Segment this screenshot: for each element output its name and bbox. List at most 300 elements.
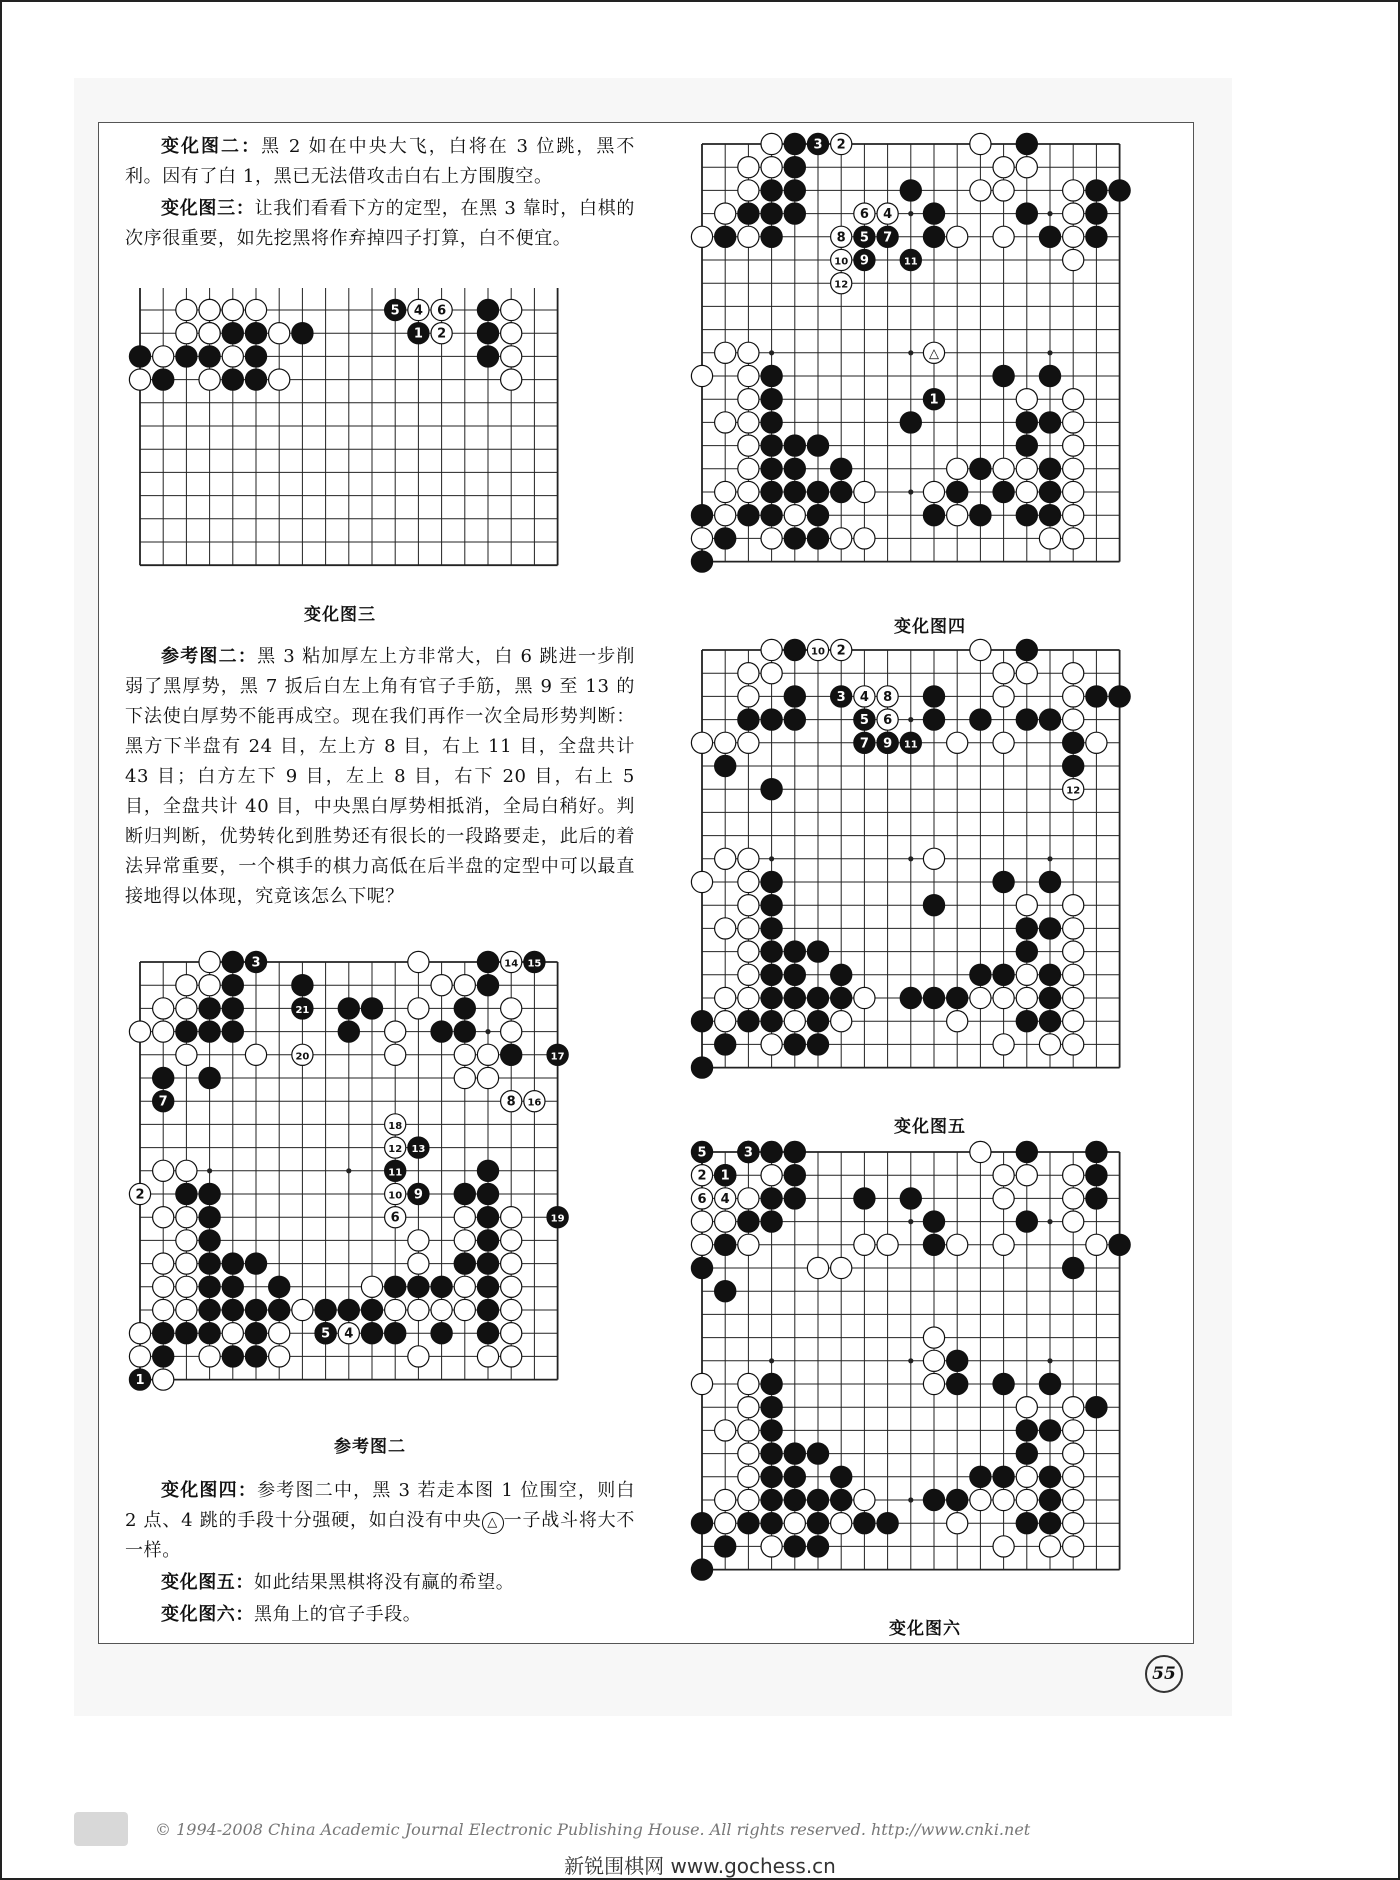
move-number: 2 bbox=[135, 1187, 145, 1203]
white-stone bbox=[1063, 987, 1084, 1008]
black-stone bbox=[454, 998, 475, 1019]
black-stone bbox=[784, 1536, 805, 1557]
black-stone bbox=[784, 435, 805, 456]
white-stone bbox=[385, 1021, 406, 1042]
black-stone bbox=[761, 180, 782, 201]
move-number: 10 bbox=[388, 1190, 403, 1202]
white-stone bbox=[715, 1011, 736, 1032]
black-stone bbox=[385, 1276, 406, 1297]
white-stone bbox=[715, 1211, 736, 1232]
white-stone bbox=[831, 528, 852, 549]
black-stone bbox=[947, 481, 968, 502]
white-stone bbox=[408, 1346, 429, 1367]
black-stone bbox=[738, 1211, 759, 1232]
black-stone bbox=[738, 203, 759, 224]
black-stone bbox=[1039, 481, 1060, 502]
white-stone bbox=[501, 1276, 522, 1297]
black-stone bbox=[738, 505, 759, 526]
white-stone bbox=[1063, 180, 1084, 201]
black-stone bbox=[361, 998, 382, 1019]
black-stone bbox=[807, 528, 828, 549]
black-stone bbox=[477, 1207, 498, 1228]
black-stone bbox=[761, 987, 782, 1008]
black-stone bbox=[222, 1021, 243, 1042]
paragraph-variation-3 bbox=[125, 194, 635, 254]
star-point bbox=[908, 717, 913, 722]
black-stone bbox=[831, 964, 852, 985]
black-stone bbox=[947, 1350, 968, 1371]
black-stone bbox=[1039, 1489, 1060, 1510]
black-stone bbox=[1086, 226, 1107, 247]
white-stone bbox=[1016, 458, 1037, 479]
black-stone bbox=[1016, 412, 1037, 433]
black-stone bbox=[1016, 941, 1037, 962]
white-stone bbox=[807, 1257, 828, 1278]
black-stone bbox=[761, 1211, 782, 1232]
white-stone bbox=[1063, 458, 1084, 479]
black-stone bbox=[315, 1299, 336, 1320]
black-stone bbox=[1016, 1513, 1037, 1534]
white-stone bbox=[153, 1021, 174, 1042]
black-stone bbox=[923, 1489, 944, 1510]
white-stone bbox=[970, 987, 991, 1008]
black-stone bbox=[923, 1211, 944, 1232]
move-number: 4 bbox=[883, 207, 893, 223]
black-stone bbox=[761, 709, 782, 730]
move-number: 11 bbox=[903, 256, 918, 268]
white-stone bbox=[854, 1234, 875, 1255]
black-stone bbox=[1016, 1141, 1037, 1162]
white-stone bbox=[738, 412, 759, 433]
black-stone bbox=[691, 505, 712, 526]
black-stone bbox=[761, 389, 782, 410]
white-stone bbox=[501, 1346, 522, 1367]
black-stone bbox=[691, 1057, 712, 1078]
star-point bbox=[908, 350, 913, 355]
white-stone bbox=[1086, 732, 1107, 753]
black-stone bbox=[1086, 180, 1107, 201]
white-stone bbox=[947, 1513, 968, 1534]
black-stone bbox=[477, 1323, 498, 1344]
white-stone bbox=[947, 1011, 968, 1032]
tail-variation-4: 一子战斗将大不一样。 bbox=[125, 1510, 636, 1561]
black-stone bbox=[1039, 1513, 1060, 1534]
black-stone bbox=[784, 1034, 805, 1055]
black-stone bbox=[970, 964, 991, 985]
star-point bbox=[346, 1168, 351, 1173]
black-stone bbox=[784, 528, 805, 549]
move-number: 1 bbox=[720, 1168, 730, 1184]
move-number: 3 bbox=[743, 1145, 753, 1161]
black-stone bbox=[831, 987, 852, 1008]
white-stone bbox=[691, 871, 712, 892]
paragraph-variation-6 bbox=[125, 1600, 635, 1630]
black-stone bbox=[477, 1230, 498, 1251]
white-stone bbox=[854, 481, 875, 502]
black-stone bbox=[807, 1011, 828, 1032]
star-point bbox=[1047, 1219, 1052, 1224]
paragraph-variation-2 bbox=[125, 132, 635, 192]
white-stone bbox=[431, 1299, 452, 1320]
page-number: 55 bbox=[1145, 1655, 1183, 1693]
black-stone bbox=[361, 1299, 382, 1320]
black-stone bbox=[715, 1536, 736, 1557]
white-stone bbox=[761, 1034, 782, 1055]
white-stone bbox=[1063, 686, 1084, 707]
move-number: 1 bbox=[135, 1373, 145, 1389]
white-stone bbox=[477, 1346, 498, 1367]
black-stone bbox=[807, 435, 828, 456]
white-stone bbox=[761, 157, 782, 178]
black-stone bbox=[761, 1489, 782, 1510]
white-stone bbox=[1063, 1188, 1084, 1209]
white-stone bbox=[761, 528, 782, 549]
star-point bbox=[908, 1219, 913, 1224]
white-stone bbox=[176, 1160, 197, 1181]
go-board-reference-2 bbox=[128, 950, 570, 1392]
star-point bbox=[1047, 1358, 1052, 1363]
black-stone bbox=[761, 505, 782, 526]
white-stone bbox=[970, 1489, 991, 1510]
white-stone bbox=[738, 1443, 759, 1464]
move-number: 8 bbox=[883, 689, 893, 705]
black-stone bbox=[947, 1373, 968, 1394]
black-stone bbox=[784, 1188, 805, 1209]
black-stone bbox=[1016, 639, 1037, 660]
white-stone bbox=[1063, 435, 1084, 456]
black-stone bbox=[947, 987, 968, 1008]
white-stone bbox=[501, 1021, 522, 1042]
white-stone bbox=[385, 1299, 406, 1320]
black-stone bbox=[1039, 1420, 1060, 1441]
white-stone bbox=[222, 346, 243, 367]
white-stone bbox=[1063, 895, 1084, 916]
black-stone bbox=[1039, 226, 1060, 247]
white-stone bbox=[993, 1034, 1014, 1055]
black-stone bbox=[477, 323, 498, 344]
white-stone bbox=[715, 1513, 736, 1534]
star-point bbox=[769, 856, 774, 861]
black-stone bbox=[1016, 1420, 1037, 1441]
move-number: 12 bbox=[388, 1144, 403, 1156]
black-stone bbox=[691, 1513, 712, 1534]
white-stone bbox=[129, 1346, 150, 1367]
label-reference-2: 参考图二： bbox=[161, 646, 258, 667]
black-stone bbox=[877, 1513, 898, 1534]
black-stone bbox=[807, 941, 828, 962]
black-stone bbox=[1039, 412, 1060, 433]
white-stone bbox=[1063, 1011, 1084, 1032]
white-stone bbox=[923, 1327, 944, 1348]
white-stone bbox=[738, 1420, 759, 1441]
white-stone bbox=[761, 663, 782, 684]
star-point bbox=[769, 1358, 774, 1363]
white-stone bbox=[738, 1373, 759, 1394]
star-point bbox=[908, 1358, 913, 1363]
label-variation-6: 变化图六： bbox=[161, 1604, 254, 1625]
move-number: 4 bbox=[720, 1191, 730, 1207]
black-stone bbox=[1016, 133, 1037, 154]
star-point bbox=[769, 350, 774, 355]
go-board-variation-5 bbox=[690, 638, 1132, 1080]
black-stone bbox=[784, 1141, 805, 1162]
black-stone bbox=[784, 639, 805, 660]
black-stone bbox=[477, 1183, 498, 1204]
move-number: 5 bbox=[859, 713, 869, 729]
white-stone bbox=[1063, 709, 1084, 730]
move-number: 8 bbox=[836, 230, 846, 246]
black-stone bbox=[784, 1165, 805, 1186]
black-stone bbox=[715, 528, 736, 549]
black-stone bbox=[454, 1021, 475, 1042]
black-stone bbox=[807, 505, 828, 526]
white-stone bbox=[1039, 528, 1060, 549]
white-stone bbox=[431, 975, 452, 996]
white-stone bbox=[970, 639, 991, 660]
white-stone bbox=[738, 1466, 759, 1487]
white-stone bbox=[947, 505, 968, 526]
black-stone bbox=[454, 1253, 475, 1274]
white-stone bbox=[129, 1323, 150, 1344]
white-stone bbox=[153, 998, 174, 1019]
white-stone bbox=[454, 1067, 475, 1088]
white-stone bbox=[501, 998, 522, 1019]
white-stone bbox=[738, 918, 759, 939]
label-variation-4: 变化图四： bbox=[161, 1480, 258, 1501]
white-stone bbox=[176, 299, 197, 320]
black-stone bbox=[761, 412, 782, 433]
white-stone bbox=[1039, 1034, 1060, 1055]
black-stone bbox=[176, 1021, 197, 1042]
black-stone bbox=[761, 1420, 782, 1441]
white-stone bbox=[1063, 1466, 1084, 1487]
black-stone bbox=[1039, 987, 1060, 1008]
white-stone bbox=[501, 369, 522, 390]
white-stone bbox=[454, 1230, 475, 1251]
white-stone bbox=[993, 663, 1014, 684]
black-stone bbox=[970, 709, 991, 730]
move-number: 14 bbox=[504, 958, 519, 970]
black-stone bbox=[761, 1513, 782, 1534]
white-stone bbox=[1016, 157, 1037, 178]
star-point bbox=[485, 1029, 490, 1034]
white-stone bbox=[970, 1141, 991, 1162]
black-stone bbox=[1016, 1211, 1037, 1232]
white-stone bbox=[691, 226, 712, 247]
white-stone bbox=[738, 1234, 759, 1255]
white-stone bbox=[738, 663, 759, 684]
star-point bbox=[1047, 856, 1052, 861]
white-stone bbox=[738, 435, 759, 456]
black-stone bbox=[761, 1141, 782, 1162]
move-number: 9 bbox=[413, 1187, 423, 1203]
body-variation-6: 黑角上的官子手段。 bbox=[254, 1604, 422, 1625]
black-stone bbox=[1016, 435, 1037, 456]
move-number: 21 bbox=[295, 1004, 310, 1016]
white-stone bbox=[176, 1207, 197, 1228]
move-number: 11 bbox=[388, 1167, 403, 1179]
move-number: 15 bbox=[527, 958, 542, 970]
body-variation-2: 黑 2 如在中央大飞，白将在 3 位跳，黑不利。因有了白 1，黑已无法借攻击白右上方围腹空。 bbox=[125, 136, 635, 187]
white-stone bbox=[176, 1299, 197, 1320]
white-stone bbox=[993, 1234, 1014, 1255]
white-stone bbox=[993, 226, 1014, 247]
black-stone bbox=[691, 551, 712, 572]
white-stone bbox=[738, 987, 759, 1008]
black-stone bbox=[1109, 180, 1130, 201]
move-number: 9 bbox=[883, 736, 893, 752]
move-number: △ bbox=[929, 346, 939, 362]
black-stone bbox=[993, 964, 1014, 985]
black-stone bbox=[761, 203, 782, 224]
white-stone bbox=[715, 1420, 736, 1441]
black-stone bbox=[199, 1323, 220, 1344]
black-stone bbox=[900, 987, 921, 1008]
black-stone bbox=[222, 1276, 243, 1297]
black-stone bbox=[176, 1323, 197, 1344]
board-svg bbox=[128, 950, 570, 1392]
white-stone bbox=[761, 1536, 782, 1557]
white-stone bbox=[1016, 1489, 1037, 1510]
white-stone bbox=[993, 180, 1014, 201]
white-stone bbox=[176, 1276, 197, 1297]
white-stone bbox=[993, 1489, 1014, 1510]
black-stone bbox=[1016, 505, 1037, 526]
white-stone bbox=[454, 1299, 475, 1320]
white-stone bbox=[269, 1323, 290, 1344]
label-variation-2: 变化图二： bbox=[161, 136, 262, 157]
white-stone bbox=[176, 1044, 197, 1065]
black-stone bbox=[923, 709, 944, 730]
white-stone bbox=[454, 1276, 475, 1297]
black-stone bbox=[993, 1466, 1014, 1487]
black-stone bbox=[831, 1489, 852, 1510]
move-number: 2 bbox=[836, 137, 846, 153]
black-stone bbox=[454, 1183, 475, 1204]
white-stone bbox=[738, 481, 759, 502]
white-stone bbox=[784, 505, 805, 526]
move-number: 2 bbox=[697, 1168, 707, 1184]
move-number: 19 bbox=[550, 1213, 565, 1225]
black-stone bbox=[199, 1253, 220, 1274]
white-stone bbox=[738, 895, 759, 916]
body-variation-5: 如此结果黑棋将没有赢的希望。 bbox=[254, 1572, 515, 1593]
white-stone bbox=[761, 1165, 782, 1186]
white-stone bbox=[738, 342, 759, 363]
body-variation-4: 参考图二中，黑 3 若走本图 1 位围空，则白 2 点、4 跳的手段十分强硬，如白没有中央 bbox=[125, 1480, 636, 1531]
footer-copyright: © 1994-2008 China Academic Journal Electronic Publishing House. All rights reserved. http://www.cnki.net bbox=[155, 1820, 1031, 1839]
white-stone bbox=[292, 1299, 313, 1320]
move-number: 5 bbox=[697, 1145, 707, 1161]
black-stone bbox=[1016, 918, 1037, 939]
move-number: 7 bbox=[859, 736, 869, 752]
black-stone bbox=[923, 686, 944, 707]
white-stone bbox=[454, 1207, 475, 1228]
black-stone bbox=[761, 1443, 782, 1464]
white-stone bbox=[715, 412, 736, 433]
move-number: 4 bbox=[344, 1326, 354, 1342]
black-stone bbox=[715, 1281, 736, 1302]
move-number: 12 bbox=[1066, 785, 1081, 797]
white-stone bbox=[153, 1276, 174, 1297]
black-stone bbox=[222, 1253, 243, 1274]
black-stone bbox=[784, 1489, 805, 1510]
white-stone bbox=[269, 323, 290, 344]
move-number: 10 bbox=[834, 256, 849, 268]
black-stone bbox=[1086, 1165, 1107, 1186]
black-stone bbox=[222, 369, 243, 390]
white-stone bbox=[269, 369, 290, 390]
white-stone bbox=[993, 157, 1014, 178]
black-stone bbox=[1086, 1141, 1107, 1162]
move-number: 4 bbox=[859, 689, 869, 705]
move-number: 5 bbox=[390, 303, 400, 319]
black-stone bbox=[784, 133, 805, 154]
black-stone bbox=[1016, 709, 1037, 730]
white-stone bbox=[738, 389, 759, 410]
black-stone bbox=[691, 1559, 712, 1580]
white-stone bbox=[738, 871, 759, 892]
white-stone bbox=[199, 951, 220, 972]
white-stone bbox=[222, 299, 243, 320]
black-stone bbox=[738, 709, 759, 730]
white-stone bbox=[923, 1350, 944, 1371]
white-stone bbox=[245, 299, 266, 320]
black-stone bbox=[245, 1346, 266, 1367]
white-stone bbox=[831, 1011, 852, 1032]
star-point bbox=[908, 489, 913, 494]
white-stone bbox=[129, 1021, 150, 1042]
white-stone bbox=[738, 1188, 759, 1209]
black-stone bbox=[199, 998, 220, 1019]
black-stone bbox=[900, 180, 921, 201]
move-number: 5 bbox=[859, 230, 869, 246]
black-stone bbox=[715, 755, 736, 776]
black-stone bbox=[199, 1067, 220, 1088]
white-stone bbox=[947, 226, 968, 247]
black-stone bbox=[199, 1230, 220, 1251]
white-stone bbox=[715, 918, 736, 939]
white-stone bbox=[715, 732, 736, 753]
black-stone bbox=[784, 180, 805, 201]
black-stone bbox=[970, 505, 991, 526]
black-stone bbox=[1016, 1011, 1037, 1032]
triangle-mark-icon: △ bbox=[482, 1512, 504, 1534]
white-stone bbox=[993, 1536, 1014, 1557]
white-stone bbox=[993, 458, 1014, 479]
black-stone bbox=[807, 481, 828, 502]
black-stone bbox=[477, 1253, 498, 1274]
white-stone bbox=[176, 998, 197, 1019]
white-stone bbox=[1063, 1536, 1084, 1557]
paragraph-variation-5 bbox=[125, 1568, 635, 1598]
white-stone bbox=[715, 848, 736, 869]
black-stone bbox=[807, 1443, 828, 1464]
black-stone bbox=[761, 458, 782, 479]
white-stone bbox=[831, 1257, 852, 1278]
black-stone bbox=[222, 951, 243, 972]
white-stone bbox=[477, 1067, 498, 1088]
black-stone bbox=[761, 964, 782, 985]
white-stone bbox=[1086, 1234, 1107, 1255]
white-stone bbox=[691, 1373, 712, 1394]
black-stone bbox=[761, 871, 782, 892]
black-stone bbox=[715, 226, 736, 247]
black-stone bbox=[1086, 203, 1107, 224]
white-stone bbox=[993, 987, 1014, 1008]
black-stone bbox=[431, 1323, 452, 1344]
white-stone bbox=[501, 1299, 522, 1320]
